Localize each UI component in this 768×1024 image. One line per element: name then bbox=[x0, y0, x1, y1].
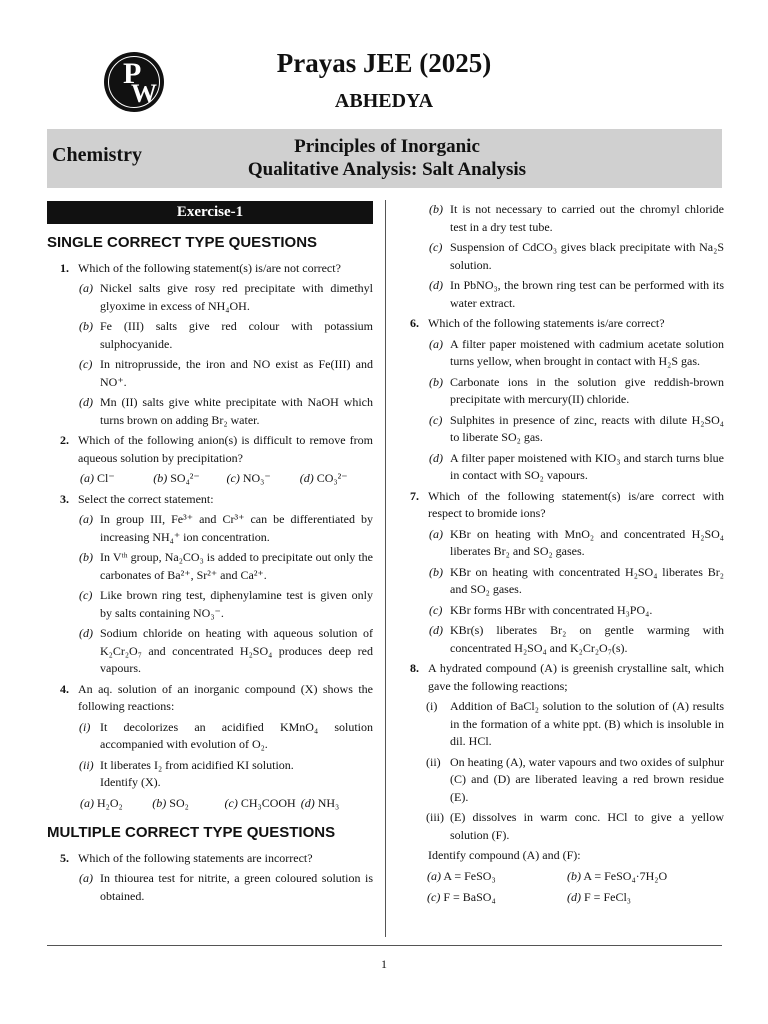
question-1 bbox=[47, 260, 373, 278]
statement-label: (i) bbox=[79, 719, 91, 734]
column-divider bbox=[385, 200, 386, 937]
question-text: A hydrated compound (A) is greenish crystalline salt, which gave the following reactions; bbox=[428, 661, 724, 693]
option-label: (a) bbox=[80, 471, 94, 485]
option-text: KBr on heating with MnO₂ and concentrated H₂SO₄ liberates Br₂ and SO₂ gases. bbox=[450, 526, 724, 558]
option-text: Fe (III) salts give red colour with potassium sulphocyanide. bbox=[100, 319, 373, 351]
option-text: A filter paper moistened with KIO₃ and starch turns blue in contact with SO₂ vapours. bbox=[450, 450, 724, 482]
option-d bbox=[47, 625, 373, 678]
question-number: 8. bbox=[410, 661, 419, 675]
identify-text: Identify (X). bbox=[100, 775, 161, 789]
option-label: (b) bbox=[429, 202, 443, 216]
option-d bbox=[404, 450, 724, 485]
section-heading-multiple: MULTIPLE CORRECT TYPE QUESTIONS bbox=[47, 824, 336, 841]
option-text: SO₂ bbox=[169, 795, 189, 810]
statement-label: (ii) bbox=[79, 757, 94, 772]
identify-text: Identify compound (A) and (F): bbox=[428, 848, 581, 862]
statement-text: Addition of BaCl₂ solution to the solution of (A) results in the formation of a white ppt. (B) which is insoluble in dil. HCl. bbox=[450, 699, 724, 748]
option-label: (c) bbox=[429, 602, 443, 617]
question-text: Select the correct statement: bbox=[78, 491, 214, 506]
option-b bbox=[47, 318, 373, 353]
option-text: A = FeSO₃ bbox=[443, 868, 496, 883]
option-label: (d) bbox=[567, 890, 581, 904]
statement-i bbox=[404, 698, 724, 751]
options-row bbox=[404, 889, 724, 907]
option-label: (c) bbox=[79, 357, 93, 371]
option-a bbox=[47, 280, 373, 315]
option-text: Sodium chloride on heating with aqueous solution of K₂Cr₂O₇ and concentrated H₂SO₄ produces deep red vapours. bbox=[100, 626, 373, 675]
option-text: In group III, Fe³⁺ and Cr³⁺ can be differentiated by increasing NH₄⁺ ion concentration. bbox=[100, 512, 373, 544]
question-4 bbox=[47, 681, 373, 716]
topic-line-2: Qualitative Analysis: Salt Analysis bbox=[247, 159, 527, 180]
option-text: H₂O₂ bbox=[97, 795, 123, 810]
right-column bbox=[404, 201, 724, 911]
option-c bbox=[404, 412, 724, 447]
question-number: 4. bbox=[60, 681, 69, 696]
option-label: (a) bbox=[429, 526, 443, 541]
option-label: (a) bbox=[429, 336, 443, 351]
question-number: 3. bbox=[60, 491, 69, 506]
option-text: KBr on heating with concentrated H₂SO₄ liberates Br₂ and SO₂ gases. bbox=[450, 564, 724, 596]
question-7 bbox=[404, 488, 724, 523]
option-a bbox=[404, 336, 724, 371]
option-text: Suspension of CdCO₃ gives black precipitate with Na₂S solution. bbox=[450, 240, 724, 272]
option-text: A filter paper moistened with cadmium acetate solution turns yellow, when brought in contact with H₂S gas. bbox=[450, 336, 724, 368]
statement-text: It decolorizes an acidified KMnO₄ solution accompanied with evolution of O₂. bbox=[100, 719, 373, 751]
statement-text: (E) dissolves in warm conc. HCl to give a yellow solution (F). bbox=[450, 810, 724, 842]
option-text: In nitroprusside, the iron and NO exist as Fe(III) and NO⁺. bbox=[100, 357, 373, 389]
statement-text: It liberates I₂ from acidified KI solution. bbox=[100, 757, 294, 772]
option-text: In PbNO₃, the brown ring test can be performed with its water extract. bbox=[450, 278, 724, 310]
option-label: (c) bbox=[427, 890, 441, 904]
option-text: CH₃COOH bbox=[240, 795, 296, 810]
option-text: It is not necessary to carried out the chromyl chloride test in a dry test tube. bbox=[450, 202, 724, 234]
option-label: (d) bbox=[429, 450, 443, 465]
exercise-heading: Exercise-1 bbox=[47, 201, 373, 224]
option-label: (b) bbox=[567, 868, 581, 883]
option-text: Nickel salts give rosy red precipitate with dimethyl glyoxime in excess of NH₄OH. bbox=[100, 281, 373, 313]
statement-iii bbox=[404, 809, 724, 844]
question-text: Which of the following statements is/are correct? bbox=[428, 316, 665, 330]
question-6 bbox=[404, 315, 724, 333]
question-3 bbox=[47, 491, 373, 509]
options-row bbox=[47, 470, 373, 488]
option-b bbox=[404, 564, 724, 599]
option-text: Cl⁻ bbox=[97, 471, 115, 485]
page-title: Prayas JEE (2025) bbox=[276, 48, 492, 78]
option-c bbox=[404, 602, 724, 620]
option-label: (d) bbox=[79, 626, 93, 640]
option-b bbox=[404, 201, 724, 236]
option-b bbox=[404, 374, 724, 409]
question-number: 5. bbox=[60, 850, 69, 865]
option-label: (a) bbox=[79, 871, 93, 885]
option-d bbox=[404, 277, 724, 312]
statement-ii bbox=[47, 757, 373, 792]
question-text: Which of the following statement(s) is/are correct with respect to bromide ions? bbox=[428, 488, 724, 520]
option-text: NO₃⁻ bbox=[242, 471, 271, 485]
statement-text: On heating (A), water vapours and two oxides of sulphur (C) and (D) are liberated leaving a red brown residue (E). bbox=[450, 754, 724, 804]
statement-label: (i) bbox=[426, 699, 438, 713]
topic-title bbox=[207, 135, 567, 181]
option-label: (d) bbox=[300, 795, 315, 810]
question-number: 6. bbox=[410, 316, 419, 330]
option-text: Carbonate ions in the solution give reddish-brown precipitate with mercury(II) chloride. bbox=[450, 374, 724, 406]
statement-label: (ii) bbox=[426, 754, 441, 769]
option-text: Mn (II) salts give white precipitate with NaOH which turns brown on adding Br₂ water. bbox=[100, 395, 373, 427]
option-text: SO₄²⁻ bbox=[170, 471, 200, 485]
topic-banner bbox=[47, 129, 722, 188]
option-label: (b) bbox=[429, 564, 443, 579]
option-text: CO₃²⁻ bbox=[316, 471, 348, 485]
option-a bbox=[47, 511, 373, 546]
option-label: (b) bbox=[429, 374, 443, 389]
option-a bbox=[47, 870, 373, 905]
option-label: (c) bbox=[224, 795, 238, 810]
question-number: 1. bbox=[60, 260, 69, 275]
subject-label: Chemistry bbox=[52, 144, 142, 166]
question-number: 7. bbox=[410, 488, 419, 503]
option-c bbox=[47, 356, 373, 391]
option-label: (d) bbox=[429, 278, 443, 292]
option-label: (c) bbox=[79, 588, 93, 602]
option-b bbox=[47, 549, 373, 584]
option-label: (c) bbox=[429, 412, 443, 427]
question-8 bbox=[404, 660, 724, 695]
option-d bbox=[404, 622, 724, 657]
option-text: F = BaSO₄ bbox=[443, 890, 496, 904]
option-text: Sulphites in presence of zinc, reacts with dilute H₂SO₄ to liberate SO₂ gas. bbox=[450, 412, 724, 444]
option-text: KBr forms HBr with concentrated H₃PO₄. bbox=[450, 602, 653, 617]
option-text: NH₃ bbox=[317, 795, 340, 810]
option-label: (d) bbox=[299, 471, 314, 485]
option-label: (a) bbox=[79, 512, 93, 526]
option-label: (a) bbox=[80, 795, 94, 810]
option-text: A = FeSO₄·7H₂O bbox=[583, 868, 668, 883]
question-text: Which of the following statement(s) is/are not correct? bbox=[78, 260, 341, 275]
question-text: Which of the following statements are incorrect? bbox=[78, 850, 313, 865]
logo-letter-p: P bbox=[123, 57, 142, 90]
statement-ii bbox=[404, 754, 724, 807]
option-text: KBr(s) liberates Br₂ on gentle warming with concentrated H₂SO₄ and K₂Cr₂O₇(s). bbox=[450, 623, 724, 655]
question-text: An aq. solution of an inorganic compound (X) shows the following reactions: bbox=[78, 681, 373, 713]
logo-letter-w: W bbox=[131, 79, 157, 108]
option-text: Like brown ring test, diphenylamine test is given only by salts containing NO₃⁻. bbox=[100, 588, 373, 620]
option-label: (b) bbox=[79, 550, 93, 564]
option-text: F = FeCl₃ bbox=[584, 890, 631, 904]
options-row bbox=[404, 868, 724, 886]
statement-label: (iii) bbox=[426, 810, 444, 824]
option-label: (c) bbox=[226, 471, 240, 485]
statement-i bbox=[47, 719, 373, 754]
option-d bbox=[47, 394, 373, 429]
option-c bbox=[404, 239, 724, 274]
question-number: 2. bbox=[60, 433, 69, 447]
option-label: (b) bbox=[79, 319, 93, 333]
left-column bbox=[47, 201, 373, 908]
option-label: (a) bbox=[79, 281, 93, 295]
topic-line-1: Principles of Inorganic bbox=[294, 136, 480, 157]
option-label: (d) bbox=[79, 395, 93, 409]
option-label: (d) bbox=[429, 623, 443, 637]
question-2 bbox=[47, 432, 373, 467]
option-label: (a) bbox=[427, 868, 441, 883]
page-subtitle: ABHEDYA bbox=[334, 90, 434, 112]
option-text: In Vᵗʰ group, Na₂CO₃ is added to precipitate out only the carbonates of Ba²⁺, Sr²⁺ and Ca²⁺. bbox=[100, 550, 373, 582]
question-text: Which of the following anion(s) is difficult to remove from aqueous solution by precipitation? bbox=[78, 433, 373, 465]
option-label: (c) bbox=[429, 240, 443, 254]
section-heading-single: SINGLE CORRECT TYPE QUESTIONS bbox=[47, 234, 318, 251]
page-number: 1 bbox=[381, 957, 387, 971]
footer-divider bbox=[47, 945, 722, 946]
identify-line bbox=[404, 847, 724, 865]
option-c bbox=[47, 587, 373, 622]
question-5 bbox=[47, 850, 373, 868]
options-row bbox=[47, 795, 373, 813]
option-text: In thiourea test for nitrite, a green coloured solution is obtained. bbox=[100, 871, 373, 903]
option-a bbox=[404, 526, 724, 561]
option-label: (b) bbox=[153, 471, 168, 485]
option-label: (b) bbox=[152, 795, 167, 810]
